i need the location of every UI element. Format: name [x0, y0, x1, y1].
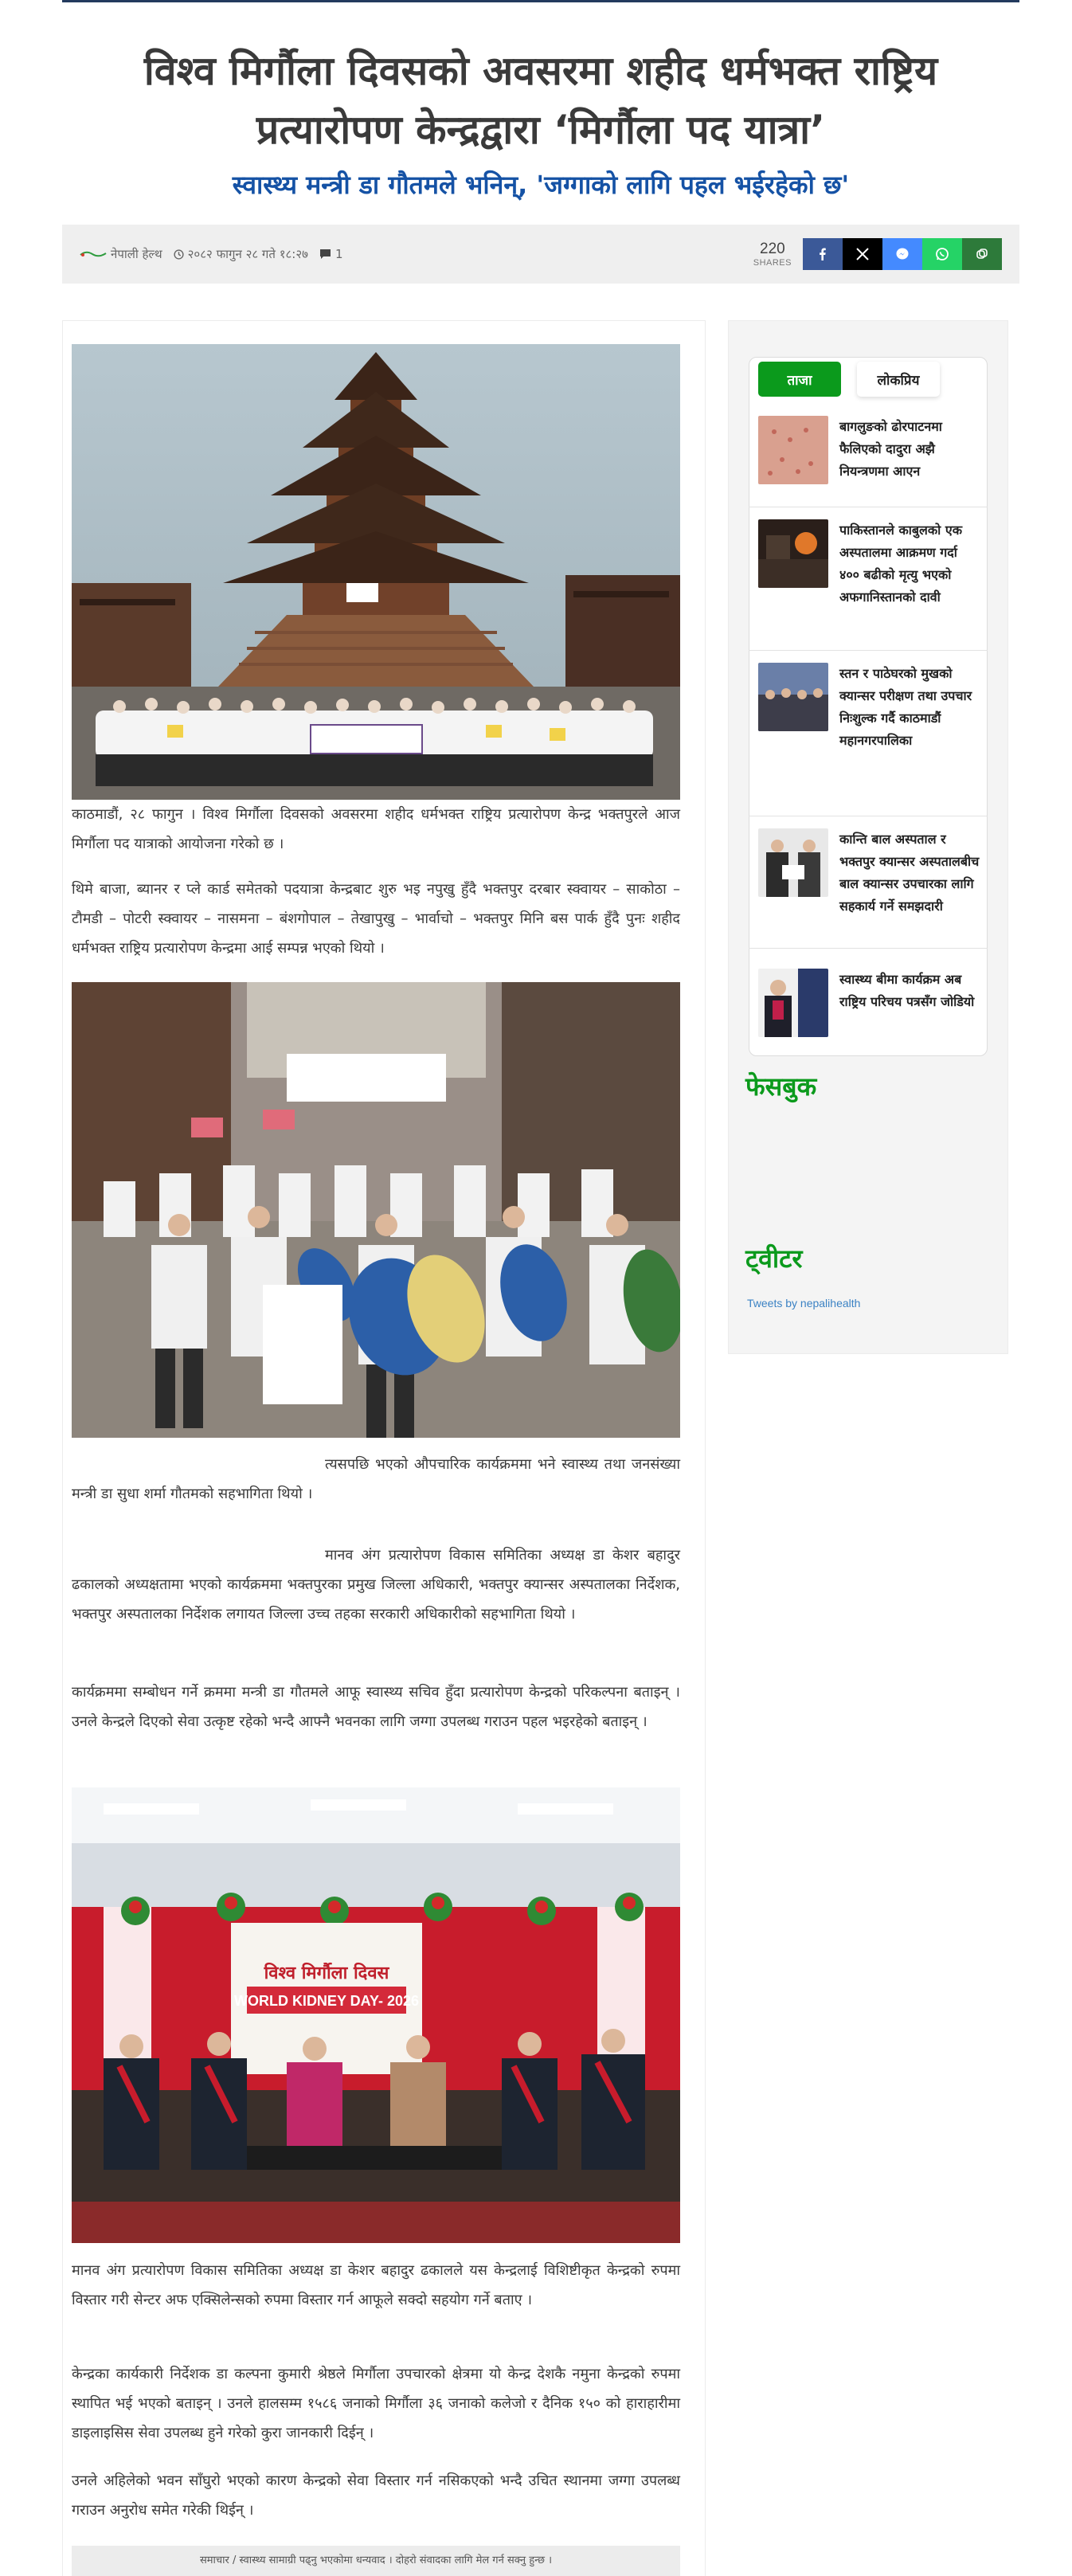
share-label: SHARES: [753, 257, 792, 268]
news-thumbnail: [758, 828, 828, 897]
news-title[interactable]: स्वास्थ्य बीमा कार्यक्रम अब राष्ट्रिय परिचय पत्रसँग जोडियो: [839, 972, 975, 1009]
facebook-section-heading: फेसबुक: [745, 1071, 817, 1102]
clock-icon: [174, 249, 184, 260]
date-text: २०८२ फागुन २८ गते १८:२७: [187, 247, 308, 261]
comment-count[interactable]: [319, 247, 343, 261]
article-meta-bar: [62, 225, 1019, 284]
sidebar-news-item[interactable]: [758, 416, 981, 492]
publish-date: [174, 246, 308, 262]
news-divider: [749, 650, 988, 651]
messenger-icon: [895, 247, 910, 261]
article-paragraph-3: त्यसपछि भएको औपचारिक कार्यक्रममा भने स्वास्थ्य तथा जनसंख्या मन्त्री डा सुधा शर्मा गौतमको सहभागिता थियो ।: [72, 1456, 680, 1502]
share-whatsapp-button[interactable]: [922, 238, 962, 270]
news-title[interactable]: स्तन र पाठेघरको मुखको क्यान्सर परीक्षण तथा उपचार निःशुल्क गर्दै काठमाडौं महानगरपालिका: [839, 666, 972, 748]
banner-english-text: WORLD KIDNEY DAY- 2026: [233, 1993, 420, 2009]
copy-link-icon: [975, 247, 989, 261]
article-paragraph-1: काठमाडौं, २८ फागुन । विश्व मिर्गौला दिवसको अवसरमा शहीद धर्मभक्त राष्ट्रिय प्रत्यारोपण केन्द्र भक्तपुरले आज मिर्गौला पद यात्राको आयोजना गरेको छ ।: [72, 806, 680, 852]
article-footer-note: समाचार / स्वास्थ्य सामाग्री पढ्नु भएकोमा धन्यवाद । दोहरो संवादका लागि मेल गर्न सक्नु हुन्छ ।: [72, 2546, 680, 2576]
x-icon: [855, 247, 870, 261]
whatsapp-icon: [935, 247, 949, 261]
news-title[interactable]: पाकिस्तानले काबुलको एक अस्पतालमा आक्रमण गर्दा ४०० बढीको मृत्यु भएको अफगानिस्तानको दावी: [839, 523, 963, 605]
article-photo-kidney-day-event: [72, 1787, 680, 2243]
banner-devanagari-text: विश्व मिर्गौला दिवस: [264, 1963, 389, 1983]
news-thumbnail: [758, 416, 828, 484]
share-messenger-button[interactable]: [882, 238, 922, 270]
share-x-button[interactable]: [843, 238, 882, 270]
twitter-section-heading: ट्वीटर: [745, 1243, 803, 1274]
tab-latest[interactable]: ताजा: [758, 362, 841, 397]
facebook-icon: [816, 247, 830, 261]
article-paragraph-7: केन्द्रका कार्यकारी निर्देशक डा कल्पना कुमारी श्रेष्ठले मिर्गौला उपचारको क्षेत्रमा यो केन्द्र देशकै नमुना केन्द्रको रुपमा स्थापित भई भएको बताइन् । उनले हालसम्म १५८६ जनाको मिर्गौला ३६ जनाको कलेजो र दैनिक १५० को हाराहारीमा डाइलाइसिस सेवा उपलब्ध हुने गरेको कुरा जानकारी दिईन् ।: [72, 2366, 680, 2441]
article-paragraph-8: उनले अहिलेको भवन साँघुरो भएको कारण केन्द्रको सेवा विस्तार गर्न नसिकएको भन्दै उचित स्थानमा जग्गा उपलब्ध गराउन अनुरोध समेत गरेकी थिईन् ।: [72, 2472, 680, 2519]
news-thumbnail: [758, 519, 828, 588]
sidebar-news-item[interactable]: [758, 663, 981, 760]
share-counter: [753, 241, 792, 268]
news-title[interactable]: कान्ति बाल अस्पताल र भक्तपुर क्यान्सर अस्पतालबीच बाल क्यान्सर उपचारका लागि सहकार्य गर्ने समझदारी: [839, 832, 980, 914]
author-logo-icon: [80, 250, 107, 258]
sidebar-news-item[interactable]: [758, 519, 981, 617]
top-strip: [62, 0, 1019, 2]
sidebar-news-item[interactable]: [758, 969, 981, 1045]
twitter-timeline-link[interactable]: Tweets by nepalihealth: [747, 1297, 861, 1310]
share-facebook-button[interactable]: [803, 238, 843, 270]
sidebar-news-item[interactable]: [758, 828, 981, 926]
article-paragraph-6: मानव अंग प्रत्यारोपण विकास समितिका अध्यक्ष डा केशर बहादुर ढकालले यस केन्द्रलाई विशिष्टीकृत केन्द्रको रुपमा विस्तार गरी सेन्टर अफ एक्सिलेन्सको रुपमा विस्तार गर्न आफूले सक्दो सहयोग गर्ने बताए ।: [72, 2262, 680, 2308]
tab-popular[interactable]: लोकप्रिय: [857, 362, 940, 397]
article-paragraph-5: कार्यक्रममा सम्बोधन गर्ने क्रममा मन्त्री डा गौतमले आफू स्वास्थ्य सचिव हुँदा प्रत्यारोपण केन्द्रको परिकल्पना बताइन् । उनले केन्द्रले दिएको सेवा उत्कृष्ट रहेको भन्दै आफ्नै भवनका लागि जग्गा उपलब्ध गराउन पहल भइरहेको बताइन् ।: [72, 1684, 680, 1730]
share-count: 220: [760, 240, 785, 257]
article-photo-rally-drums: [72, 982, 680, 1438]
article-photo-temple-group: [72, 344, 680, 800]
article-paragraph-2: थिमे बाजा, ब्यानर र प्ले कार्ड समेतको पदयात्रा केन्द्रबाट शुरु भइ नपुखु हुँदै भक्तपुर दरबार स्क्वायर – साकोठा – टौमडी – पोटरी स्क्वायर – नासमना – बंशगोपाल – तेखापुखु – भार्वाचो – भक्तपुर मिनि बस पार्क हुँदै पुनः शहीद धर्मभक्त राष्ट्रिय प्रत्यारोपण केन्द्रमा आई सम्पन्न भएको थियो ।: [72, 881, 680, 957]
news-title[interactable]: बागलुङको ढोरपाटनमा फैलिएको दादुरा अझै नियन्त्रणमा आएन: [839, 419, 942, 479]
article-paragraph-4: मानव अंग प्रत्यारोपण विकास समितिका अध्यक्ष डा केशर बहादुर ढकालको अध्यक्षतामा भएको कार्यक्रममा भक्तपुरका प्रमुख जिल्ला अधिकारी, भक्तपुर क्यान्सर अस्पतालका निर्देशक, भक्तपुर अस्पतालका निर्देशक लगायत जिल्ला उच्च तहका सरकारी अधिकारीको सहभागिता थियो ।: [72, 1547, 680, 1623]
news-divider: [749, 948, 988, 949]
share-copy-button[interactable]: [962, 238, 1002, 270]
comment-count-text: 1: [335, 247, 343, 261]
news-tabs: [758, 362, 965, 398]
comment-icon: [319, 249, 331, 260]
news-thumbnail: [758, 663, 828, 731]
news-thumbnail: [758, 969, 828, 1037]
article-subheadline: स्वास्थ्य मन्त्री डा गौतमले भनिन्, 'जग्गाको लागि पहल भईरहेको छ': [232, 170, 850, 200]
article-headline: [62, 41, 1019, 159]
author[interactable]: [80, 246, 162, 262]
author-name: नेपाली हेल्थ: [111, 247, 162, 261]
headline-line-1: विश्व मिर्गौला दिवसको अवसरमा शहीद धर्मभक्त राष्ट्रिय: [143, 48, 938, 94]
headline-line-2: प्रत्यारोपण केन्द्रद्वारा ‘मिर्गौला पद यात्रा’: [256, 107, 826, 153]
